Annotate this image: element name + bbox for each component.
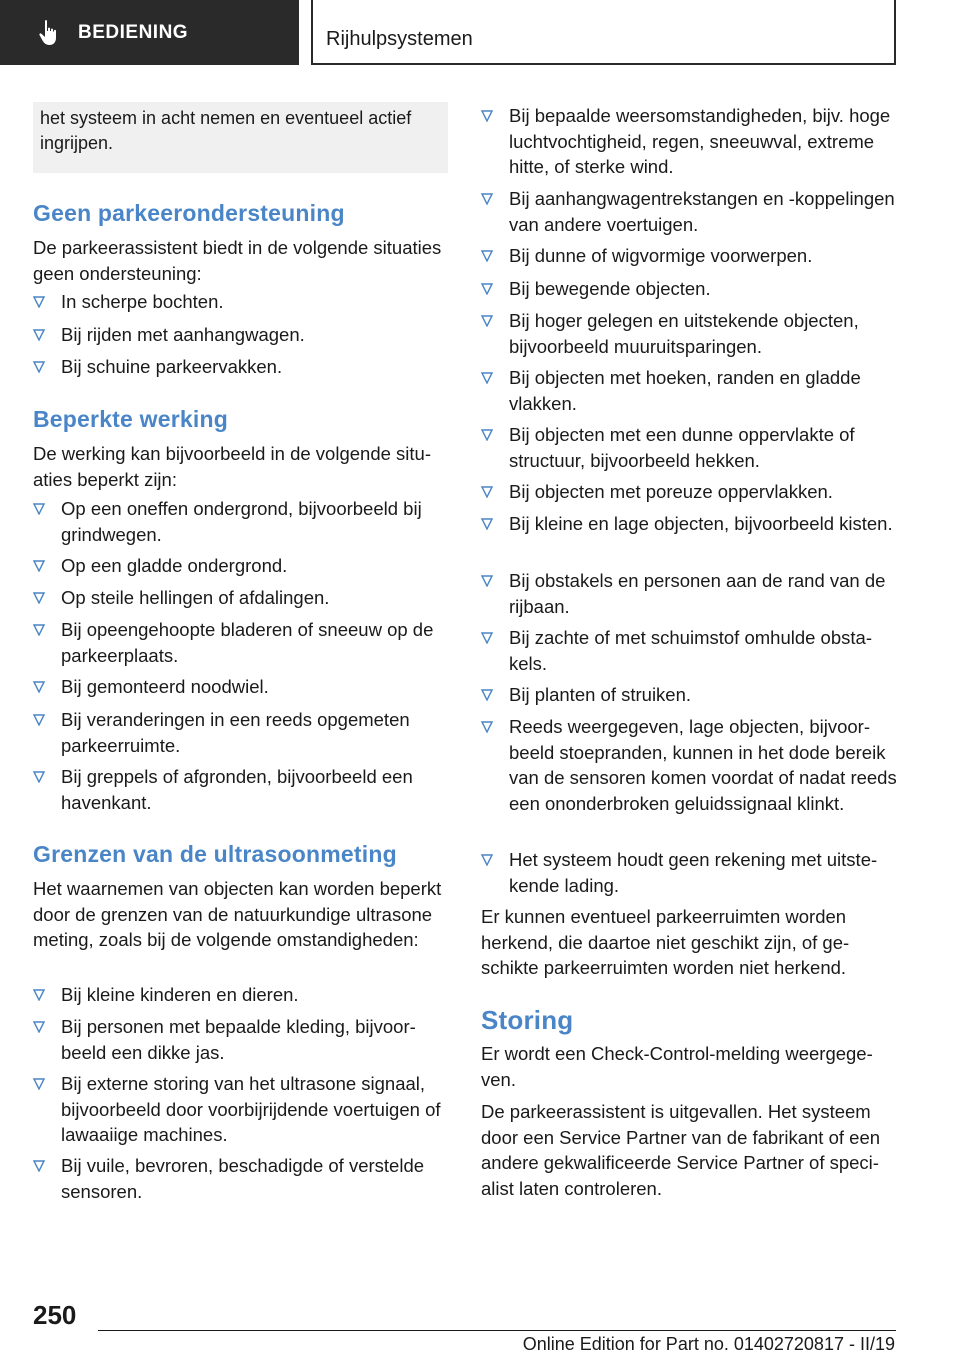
- list-item: Bij aanhangwagentrekstangen en -koppelingen van andere voertuigen.: [481, 186, 897, 237]
- paragraph: Het waarnemen van objecten kan worden beperkt door de grenzen van de natuurkundige ultrasone meting, zoals bij de volgende omstandigheden:: [33, 878, 442, 950]
- pointing-hand-icon: [28, 0, 72, 65]
- list-item: Bij gemonteerd noodwiel.: [33, 674, 448, 700]
- triangle-bullet-icon: [481, 250, 493, 262]
- triangle-bullet-icon: [33, 560, 45, 572]
- list-item: Bij kleine kinderen en dieren.: [33, 982, 448, 1008]
- triangle-bullet-icon: [33, 592, 45, 604]
- list-item: Op een gladde ondergrond.: [33, 553, 448, 579]
- triangle-bullet-icon: [481, 193, 493, 205]
- list-item: Bij hoger gelegen en uitstekende objecten, bijvoorbeeld muuruitsparingen.: [481, 308, 897, 359]
- triangle-bullet-icon: [33, 771, 45, 783]
- list-item: Bij veranderingen in een reeds opgemeten parkeerruimte.: [33, 707, 448, 758]
- list-item: Bij rijden met aanhangwagen.: [33, 322, 448, 348]
- triangle-bullet-icon: [481, 575, 493, 587]
- triangle-bullet-icon: [33, 1078, 45, 1090]
- paragraph: De parkeerassistent is uitgevallen. Het systeem door een Service Partner van de fabrikant of een andere gekwalificeerde Service Partner of specialist laten controleren.: [481, 1101, 881, 1199]
- page-number: 250: [33, 1300, 77, 1330]
- triangle-bullet-icon: [481, 283, 493, 295]
- list-item: Bij opeengehoopte bladeren of sneeuw op de parkeerplaats.: [33, 617, 448, 668]
- triangle-bullet-icon: [481, 518, 493, 530]
- triangle-bullet-icon: [481, 110, 493, 122]
- triangle-bullet-icon: [481, 315, 493, 327]
- footer-divider: [98, 1330, 896, 1331]
- edition-note: Online Edition for Part no. 01402720817 - II/19: [522, 1334, 895, 1354]
- triangle-bullet-icon: [33, 989, 45, 1001]
- chapter-label: BEDIENING: [78, 21, 189, 43]
- triangle-bullet-icon: [481, 372, 493, 384]
- list-item: Op steile hellingen of afdalingen.: [33, 585, 448, 611]
- triangle-bullet-icon: [33, 1021, 45, 1033]
- triangle-bullet-icon: [481, 632, 493, 644]
- heading-storing: Storing: [481, 1005, 574, 1035]
- list-item: Bij obstakels en personen aan de rand van de rijbaan.: [481, 568, 897, 619]
- list-item: In scherpe bochten.: [33, 289, 448, 315]
- list-item: Bij planten of struiken.: [481, 682, 897, 708]
- paragraph: De parkeerassistent biedt in de volgende situaties geen ondersteuning:: [33, 237, 442, 284]
- list-item: Bij externe storing van het ultrasone signaal, bijvoorbeeld door voorbijrijdende voertuigen of lawaaiige machines.: [33, 1071, 448, 1148]
- list-item: Bij schuine parkeervakken.: [33, 354, 448, 380]
- list-item: Bij bepaalde weersomstandigheden, bijv. hoge luchtvochtigheid, regen, sneeuwval, extreme hitte, of sterke wind.: [481, 103, 897, 180]
- list-item: Bij objecten met een dunne oppervlakte of structuur, bijvoorbeeld hekken.: [481, 422, 897, 473]
- heading-grenzen-ultrasoonmeting: Grenzen van de ultrasoonmeting: [33, 841, 397, 867]
- heading-beperkte-werking: Beperkte werking: [33, 406, 228, 432]
- list-item: Bij zachte of met schuimstof omhulde obstakels.: [481, 625, 897, 676]
- list-item: Het systeem houdt geen rekening met uitstekende lading.: [481, 847, 897, 898]
- list-item: Bij dunne of wigvormige voorwerpen.: [481, 243, 897, 269]
- triangle-bullet-icon: [33, 681, 45, 693]
- list-item: Bij personen met bepaalde kleding, bijvoorbeeld een dikke jas.: [33, 1014, 448, 1065]
- paragraph: Er wordt een Check-Control-melding weergegeven.: [481, 1043, 873, 1090]
- paragraph: Er kunnen eventueel parkeerruimten worden herkend, die daartoe niet geschikt zijn, of geschikte parkeerruimten worden niet herkend.: [481, 906, 850, 978]
- triangle-bullet-icon: [33, 296, 45, 308]
- list-item: Op een oneffen ondergrond, bijvoorbeeld bij grindwegen.: [33, 496, 448, 547]
- triangle-bullet-icon: [33, 329, 45, 341]
- triangle-bullet-icon: [33, 1160, 45, 1172]
- list-item: Reeds weergegeven, lage objecten, bijvoorbeeld stoepranden, kunnen in het dode bereik van de sensoren komen voordat of nadat reeds een ononderbroken geluidssignaal klinkt.: [481, 714, 897, 816]
- triangle-bullet-icon: [33, 503, 45, 515]
- note-box: het systeem in acht nemen en eventueel actief ingrijpen.: [33, 102, 448, 173]
- list-item: Bij objecten met hoeken, randen en gladde vlakken.: [481, 365, 897, 416]
- triangle-bullet-icon: [481, 854, 493, 866]
- list-item: Bij greppels of afgronden, bijvoorbeeld een havenkant.: [33, 764, 448, 815]
- triangle-bullet-icon: [481, 486, 493, 498]
- chapter-tab: [0, 0, 299, 65]
- list-item: Bij kleine en lage objecten, bijvoorbeeld kisten.: [481, 511, 897, 537]
- triangle-bullet-icon: [33, 361, 45, 373]
- heading-geen-parkeerondersteuning: Geen parkeerondersteuning: [33, 200, 345, 226]
- list-item: Bij objecten met poreuze oppervlakken.: [481, 479, 897, 505]
- triangle-bullet-icon: [33, 624, 45, 636]
- list-item: Bij vuile, bevroren, beschadigde of verstelde sensoren.: [33, 1153, 448, 1204]
- triangle-bullet-icon: [481, 429, 493, 441]
- triangle-bullet-icon: [481, 689, 493, 701]
- paragraph: De werking kan bijvoorbeeld in de volgende situaties beperkt zijn:: [33, 443, 431, 490]
- list-item: Bij bewegende objecten.: [481, 276, 897, 302]
- triangle-bullet-icon: [33, 714, 45, 726]
- triangle-bullet-icon: [481, 721, 493, 733]
- section-title: Rijhulpsystemen: [326, 28, 473, 50]
